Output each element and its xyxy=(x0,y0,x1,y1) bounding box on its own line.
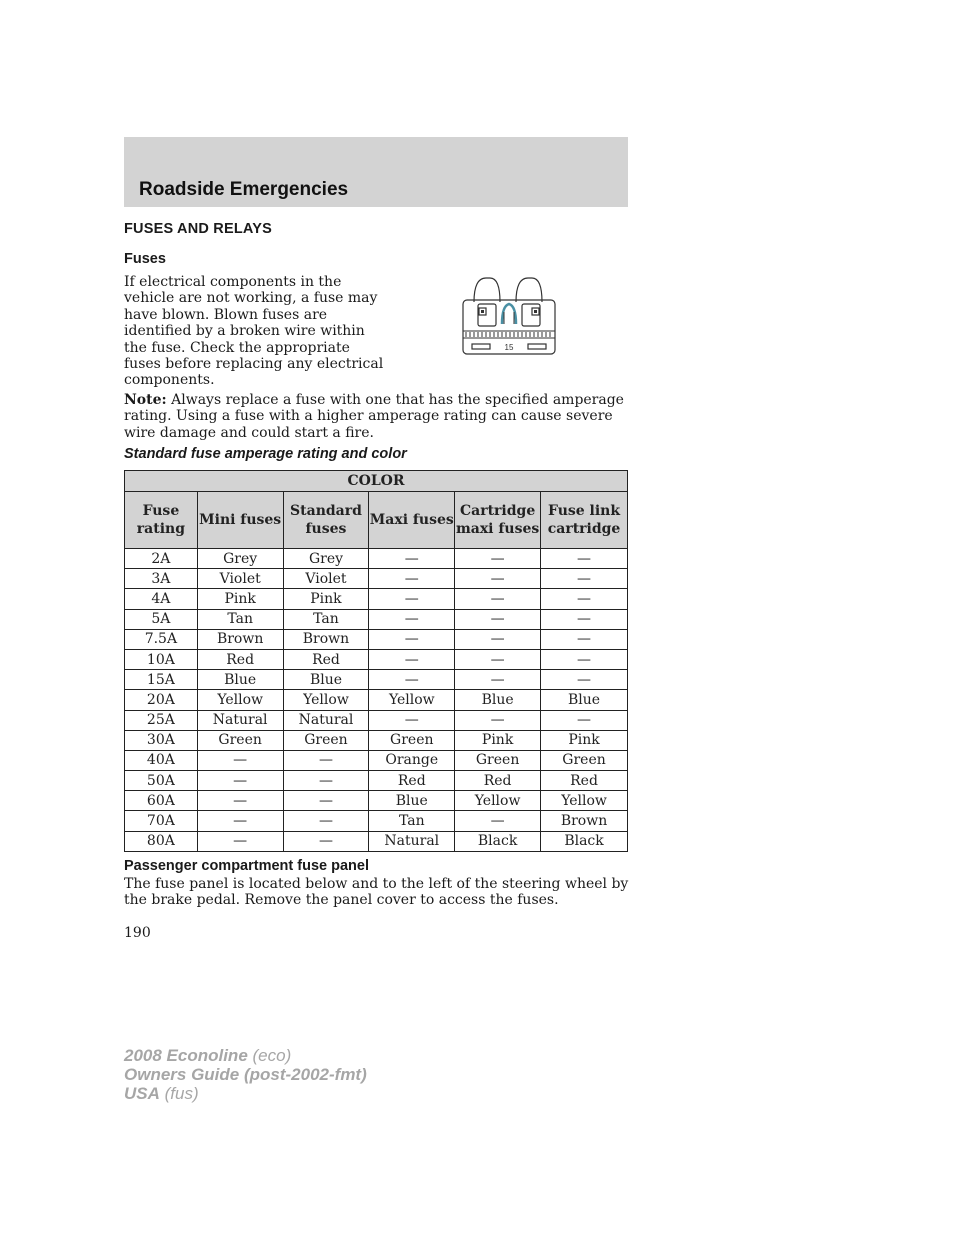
table-cell: — xyxy=(369,629,455,649)
table-group-header: COLOR xyxy=(125,471,628,492)
table-row xyxy=(125,710,628,730)
fuses-heading: Fuses xyxy=(124,251,166,267)
table-row xyxy=(125,589,628,609)
table-cell: Yellow xyxy=(369,690,455,710)
table-cell: Red xyxy=(455,771,541,791)
table-cell: — xyxy=(541,710,628,730)
table-cell: 20A xyxy=(125,690,198,710)
table-cell: Brown xyxy=(541,811,628,831)
table-cell: Natural xyxy=(283,710,369,730)
table-cell: Tan xyxy=(197,609,283,629)
page-number: 190 xyxy=(124,925,151,941)
table-cell: — xyxy=(541,589,628,609)
table-row xyxy=(125,609,628,629)
column-header: Standard fuses xyxy=(283,492,369,549)
table-row xyxy=(125,629,628,649)
table-cell: Green xyxy=(455,750,541,770)
table-cell: Pink xyxy=(283,589,369,609)
fuse-color-table xyxy=(124,470,628,852)
table-cell: Tan xyxy=(369,811,455,831)
table-cell: — xyxy=(283,791,369,811)
table-cell: 60A xyxy=(125,791,198,811)
table-cell: 4A xyxy=(125,589,198,609)
table-body xyxy=(125,549,628,852)
table-cell: 2A xyxy=(125,549,198,569)
table-cell: Yellow xyxy=(197,690,283,710)
table-cell: Grey xyxy=(197,549,283,569)
table-cell: — xyxy=(455,670,541,690)
table-cell: Blue xyxy=(369,791,455,811)
footer-region: USA xyxy=(124,1084,160,1103)
table-cell: — xyxy=(541,670,628,690)
table-cell: — xyxy=(541,609,628,629)
table-cell: — xyxy=(455,629,541,649)
column-header: Fuse link cartridge xyxy=(541,492,628,549)
table-row xyxy=(125,811,628,831)
table-cell: Yellow xyxy=(283,690,369,710)
table-cell: 7.5A xyxy=(125,629,198,649)
table-cell: Pink xyxy=(455,730,541,750)
footer-model-code: (eco) xyxy=(247,1046,292,1065)
table-row xyxy=(125,569,628,589)
fuse-rating-label: 15 xyxy=(504,343,514,352)
table-cell: Grey xyxy=(283,549,369,569)
table-cell: Blue xyxy=(283,670,369,690)
table-row xyxy=(125,831,628,851)
fuse-panel-paragraph: The fuse panel is located below and to the left of the steering wheel by the brake pedal. Remove the panel cover to access the fuses. xyxy=(124,876,629,909)
blade-fuse-icon xyxy=(462,276,556,358)
table-cell: Green xyxy=(369,730,455,750)
fuses-intro-paragraph: If electrical components in the vehicle are not working, a fuse may have blown. Blown fuses are identified by a broken wire within the fuse. Check the appropriate fuses before replacing any electrical components. xyxy=(124,274,384,389)
table-cell: — xyxy=(197,831,283,851)
table-cell: Violet xyxy=(197,569,283,589)
table-cell: — xyxy=(541,569,628,589)
table-row xyxy=(125,549,628,569)
table-cell: Green xyxy=(197,730,283,750)
table-cell: Brown xyxy=(197,629,283,649)
table-cell: Violet xyxy=(283,569,369,589)
table-cell: Black xyxy=(541,831,628,851)
table-cell: — xyxy=(283,831,369,851)
table-cell: — xyxy=(369,549,455,569)
table-cell: — xyxy=(455,569,541,589)
table-cell: — xyxy=(455,649,541,669)
table-cell: Natural xyxy=(369,831,455,851)
table-cell: Pink xyxy=(197,589,283,609)
table-cell: Brown xyxy=(283,629,369,649)
column-header: Cartridge maxi fuses xyxy=(455,492,541,549)
table-row xyxy=(125,649,628,669)
table-cell: 30A xyxy=(125,730,198,750)
table-cell: — xyxy=(283,771,369,791)
table-cell: — xyxy=(369,589,455,609)
footer-region-code: (fus) xyxy=(159,1084,199,1103)
note-text: Always replace a fuse with one that has the specified amperage rating. Using a fuse with a higher amperage rating can cause severe wire damage and could start a fire. xyxy=(124,392,624,441)
table-cell: Tan xyxy=(283,609,369,629)
column-header: Mini fuses xyxy=(197,492,283,549)
table-cell: — xyxy=(541,649,628,669)
table-cell: — xyxy=(197,811,283,831)
table-cell: — xyxy=(541,549,628,569)
table-cell: — xyxy=(369,649,455,669)
table-cell: Red xyxy=(369,771,455,791)
table-cell: — xyxy=(455,589,541,609)
table-cell: Blue xyxy=(197,670,283,690)
table-cell: — xyxy=(455,710,541,730)
table-cell: — xyxy=(455,811,541,831)
table-cell: 50A xyxy=(125,771,198,791)
table-cell: — xyxy=(197,791,283,811)
note-label: Note: xyxy=(124,392,167,408)
table-cell: Blue xyxy=(455,690,541,710)
table-cell: — xyxy=(369,710,455,730)
table-cell: 5A xyxy=(125,609,198,629)
header-band xyxy=(124,137,628,207)
table-cell: — xyxy=(369,569,455,589)
table-cell: Green xyxy=(283,730,369,750)
table-cell: — xyxy=(541,629,628,649)
page-title: Roadside Emergencies xyxy=(139,179,349,200)
fuse-panel-heading: Passenger compartment fuse panel xyxy=(124,858,369,874)
table-cell: — xyxy=(455,549,541,569)
table-cell: Yellow xyxy=(541,791,628,811)
table-cell: Black xyxy=(455,831,541,851)
table-row xyxy=(125,670,628,690)
table-cell: — xyxy=(197,771,283,791)
footer-model: 2008 Econoline xyxy=(124,1046,248,1065)
table-cell: Blue xyxy=(541,690,628,710)
table-cell: Green xyxy=(541,750,628,770)
column-header: Maxi fuses xyxy=(369,492,455,549)
table-cell: 15A xyxy=(125,670,198,690)
footer-guide: Owners Guide (post-2002-fmt) xyxy=(124,1065,367,1084)
table-row xyxy=(125,791,628,811)
table-cell: — xyxy=(369,609,455,629)
table-cell: 40A xyxy=(125,750,198,770)
document-footer xyxy=(124,1046,367,1103)
table-row xyxy=(125,730,628,750)
table-cell: 70A xyxy=(125,811,198,831)
table-cell: 3A xyxy=(125,569,198,589)
table-cell: 80A xyxy=(125,831,198,851)
table-cell: — xyxy=(283,811,369,831)
table-cell: Red xyxy=(541,771,628,791)
table-cell: 10A xyxy=(125,649,198,669)
table-cell: — xyxy=(455,609,541,629)
table-cell: — xyxy=(283,750,369,770)
table-cell: Red xyxy=(197,649,283,669)
table-cell: Red xyxy=(283,649,369,669)
table-row xyxy=(125,750,628,770)
table-row xyxy=(125,771,628,791)
table-cell: Yellow xyxy=(455,791,541,811)
column-header: Fuse rating xyxy=(125,492,198,549)
table-row xyxy=(125,690,628,710)
table-cell: Natural xyxy=(197,710,283,730)
section-heading: FUSES AND RELAYS xyxy=(124,221,272,237)
table-cell: — xyxy=(369,670,455,690)
table-cell: 25A xyxy=(125,710,198,730)
note-paragraph xyxy=(124,392,629,441)
table-cell: Pink xyxy=(541,730,628,750)
table-cell: Orange xyxy=(369,750,455,770)
table-caption: Standard fuse amperage rating and color xyxy=(124,446,407,462)
table-cell: — xyxy=(197,750,283,770)
